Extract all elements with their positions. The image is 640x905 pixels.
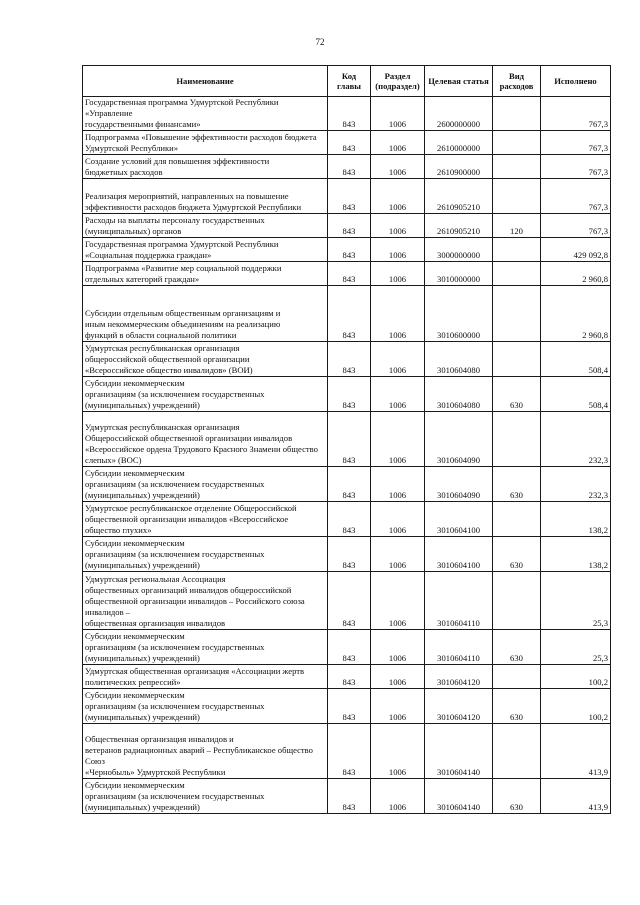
header-chapter-code: Код главы <box>328 66 371 97</box>
row-chapter-code: 843 <box>328 572 371 630</box>
row-name: Подпрограмма «Повышение эффективности расходов бюджета Удмуртской Республики» <box>83 131 328 155</box>
table-row <box>83 155 611 179</box>
page-number: 72 <box>315 37 325 47</box>
row-name: Субсидии отдельным общественным организациям и иным некоммерческим объединениям на реализацию функций в области социальной политики <box>83 286 328 342</box>
row-target-article: 3010604110 <box>425 572 493 630</box>
row-name: Удмуртская общественная организация «Ассоциации жертв политических репрессий» <box>83 665 328 689</box>
row-expense-type: 630 <box>493 779 541 814</box>
row-chapter-code: 843 <box>328 377 371 412</box>
header-target-article: Целевая статья <box>425 66 493 97</box>
row-target-article: 2610905210 <box>425 179 493 214</box>
row-chapter-code: 843 <box>328 214 371 238</box>
table-row <box>83 377 611 412</box>
table-row <box>83 572 611 630</box>
table-row <box>83 131 611 155</box>
row-section: 1006 <box>371 155 425 179</box>
row-expense-type <box>493 502 541 537</box>
row-executed: 508,4 <box>541 342 611 377</box>
row-executed: 138,2 <box>541 537 611 572</box>
row-expense-type <box>493 179 541 214</box>
row-section: 1006 <box>371 342 425 377</box>
row-chapter-code: 843 <box>328 630 371 665</box>
header-expense-type: Вид расходов <box>493 66 541 97</box>
row-expense-type <box>493 412 541 467</box>
table-row <box>83 537 611 572</box>
row-expense-type: 630 <box>493 467 541 502</box>
row-chapter-code: 843 <box>328 286 371 342</box>
row-name: Удмуртская региональная Ассоциация общественных организаций инвалидов общероссийской общественной организации инвалидов – Российского союза инвалидов – общественная организация инвалидов <box>83 572 328 630</box>
row-expense-type <box>493 342 541 377</box>
row-target-article: 3010604090 <box>425 412 493 467</box>
row-target-article: 2600000000 <box>425 97 493 131</box>
row-executed: 232,3 <box>541 467 611 502</box>
row-executed: 413,9 <box>541 779 611 814</box>
table-row <box>83 630 611 665</box>
row-expense-type <box>493 97 541 131</box>
table-header-row <box>83 66 611 97</box>
row-name: Расходы на выплаты персоналу государственных (муниципальных) органов <box>83 214 328 238</box>
row-name: Субсидии некоммерческим организациям (за исключением государственных (муниципальных) учреждений) <box>83 537 328 572</box>
row-name: Государственная программа Удмуртской Республики «Социальная поддержка граждан» <box>83 238 328 262</box>
row-name: Создание условий для повышения эффективности бюджетных расходов <box>83 155 328 179</box>
row-expense-type: 630 <box>493 630 541 665</box>
row-section: 1006 <box>371 238 425 262</box>
row-chapter-code: 843 <box>328 131 371 155</box>
row-chapter-code: 843 <box>328 238 371 262</box>
table-row <box>83 214 611 238</box>
row-executed: 767,3 <box>541 97 611 131</box>
header-section: Раздел (подраздел) <box>371 66 425 97</box>
row-executed: 232,3 <box>541 412 611 467</box>
row-chapter-code: 843 <box>328 262 371 286</box>
row-name: Субсидии некоммерческим организациям (за исключением государственных (муниципальных) учреждений) <box>83 779 328 814</box>
row-target-article: 3010604120 <box>425 665 493 689</box>
header-executed: Исполнено <box>541 66 611 97</box>
row-target-article: 3010604100 <box>425 502 493 537</box>
row-chapter-code: 843 <box>328 155 371 179</box>
row-chapter-code: 843 <box>328 724 371 779</box>
row-chapter-code: 843 <box>328 689 371 724</box>
row-expense-type <box>493 131 541 155</box>
table-row <box>83 97 611 131</box>
table-row <box>83 689 611 724</box>
table-row <box>83 179 611 214</box>
row-chapter-code: 843 <box>328 179 371 214</box>
row-target-article: 3010604140 <box>425 724 493 779</box>
row-section: 1006 <box>371 572 425 630</box>
table-row <box>83 238 611 262</box>
row-target-article: 3010604080 <box>425 377 493 412</box>
row-executed: 100,2 <box>541 689 611 724</box>
row-target-article: 3010604140 <box>425 779 493 814</box>
table-row <box>83 665 611 689</box>
header-name: Наименование <box>83 66 328 97</box>
row-section: 1006 <box>371 214 425 238</box>
row-executed: 508,4 <box>541 377 611 412</box>
table-row <box>83 779 611 814</box>
row-section: 1006 <box>371 412 425 467</box>
row-section: 1006 <box>371 97 425 131</box>
row-expense-type: 120 <box>493 214 541 238</box>
row-name: Подпрограмма «Развитие мер социальной поддержки отдельных категорий граждан» <box>83 262 328 286</box>
row-target-article: 3010604090 <box>425 467 493 502</box>
row-target-article: 2610900000 <box>425 155 493 179</box>
row-expense-type <box>493 665 541 689</box>
row-section: 1006 <box>371 779 425 814</box>
row-section: 1006 <box>371 377 425 412</box>
row-section: 1006 <box>371 537 425 572</box>
row-expense-type <box>493 286 541 342</box>
row-name: Удмуртская республиканская организация Общероссийской общественной организации инвалидов «Всероссийское ордена Трудового Красного Знамени общество слепых» (ВОС) <box>83 412 328 467</box>
row-executed: 2 960,8 <box>541 286 611 342</box>
row-section: 1006 <box>371 262 425 286</box>
row-section: 1006 <box>371 724 425 779</box>
row-target-article: 2610000000 <box>425 131 493 155</box>
row-executed: 100,2 <box>541 665 611 689</box>
row-section: 1006 <box>371 179 425 214</box>
row-chapter-code: 843 <box>328 537 371 572</box>
row-executed: 25,3 <box>541 630 611 665</box>
row-expense-type <box>493 262 541 286</box>
table-row <box>83 262 611 286</box>
table-row <box>83 467 611 502</box>
row-target-article: 3010604110 <box>425 630 493 665</box>
row-section: 1006 <box>371 665 425 689</box>
row-name: Субсидии некоммерческим организациям (за исключением государственных (муниципальных) учреждений) <box>83 377 328 412</box>
row-executed: 767,3 <box>541 214 611 238</box>
table-row <box>83 286 611 342</box>
row-expense-type <box>493 155 541 179</box>
row-expense-type: 630 <box>493 377 541 412</box>
row-executed: 2 960,8 <box>541 262 611 286</box>
row-name: Субсидии некоммерческим организациям (за исключением государственных (муниципальных) учреждений) <box>83 467 328 502</box>
row-target-article: 3010000000 <box>425 262 493 286</box>
row-name: Удмуртское республиканское отделение Общероссийской общественной организации инвалидов «Всероссийское общество глухих» <box>83 502 328 537</box>
row-expense-type <box>493 724 541 779</box>
budget-table <box>82 65 611 814</box>
row-expense-type: 630 <box>493 689 541 724</box>
row-section: 1006 <box>371 502 425 537</box>
row-target-article: 2610905210 <box>425 214 493 238</box>
row-name: Государственная программа Удмуртской Республики «Управление государственными финансами» <box>83 97 328 131</box>
row-target-article: 3010604100 <box>425 537 493 572</box>
row-executed: 25,3 <box>541 572 611 630</box>
row-section: 1006 <box>371 286 425 342</box>
row-target-article: 3000000000 <box>425 238 493 262</box>
row-section: 1006 <box>371 630 425 665</box>
row-section: 1006 <box>371 689 425 724</box>
row-expense-type <box>493 572 541 630</box>
row-target-article: 3010604120 <box>425 689 493 724</box>
row-name: Удмуртская республиканская организация общероссийской общественной организации «Всероссийское общество инвалидов» (ВОИ) <box>83 342 328 377</box>
row-chapter-code: 843 <box>328 412 371 467</box>
row-chapter-code: 843 <box>328 779 371 814</box>
row-name: Общественная организация инвалидов и ветеранов радиационных аварий – Республиканское общество Союз «Чернобыль» Удмуртской Республики <box>83 724 328 779</box>
row-name: Субсидии некоммерческим организациям (за исключением государственных (муниципальных) учреждений) <box>83 630 328 665</box>
row-name: Субсидии некоммерческим организациям (за исключением государственных (муниципальных) учреждений) <box>83 689 328 724</box>
table-row <box>83 502 611 537</box>
row-target-article: 3010604080 <box>425 342 493 377</box>
row-name: Реализация мероприятий, направленных на повышение эффективности расходов бюджета Удмуртской Республики <box>83 179 328 214</box>
table-row <box>83 412 611 467</box>
row-executed: 413,9 <box>541 724 611 779</box>
row-executed: 138,2 <box>541 502 611 537</box>
table-row <box>83 342 611 377</box>
row-section: 1006 <box>371 467 425 502</box>
row-chapter-code: 843 <box>328 467 371 502</box>
row-executed: 767,3 <box>541 155 611 179</box>
row-executed: 767,3 <box>541 131 611 155</box>
row-section: 1006 <box>371 131 425 155</box>
row-expense-type: 630 <box>493 537 541 572</box>
table-row <box>83 724 611 779</box>
row-chapter-code: 843 <box>328 97 371 131</box>
row-executed: 767,3 <box>541 179 611 214</box>
row-executed: 429 092,8 <box>541 238 611 262</box>
row-chapter-code: 843 <box>328 502 371 537</box>
row-target-article: 3010600000 <box>425 286 493 342</box>
row-expense-type <box>493 238 541 262</box>
row-chapter-code: 843 <box>328 342 371 377</box>
row-chapter-code: 843 <box>328 665 371 689</box>
